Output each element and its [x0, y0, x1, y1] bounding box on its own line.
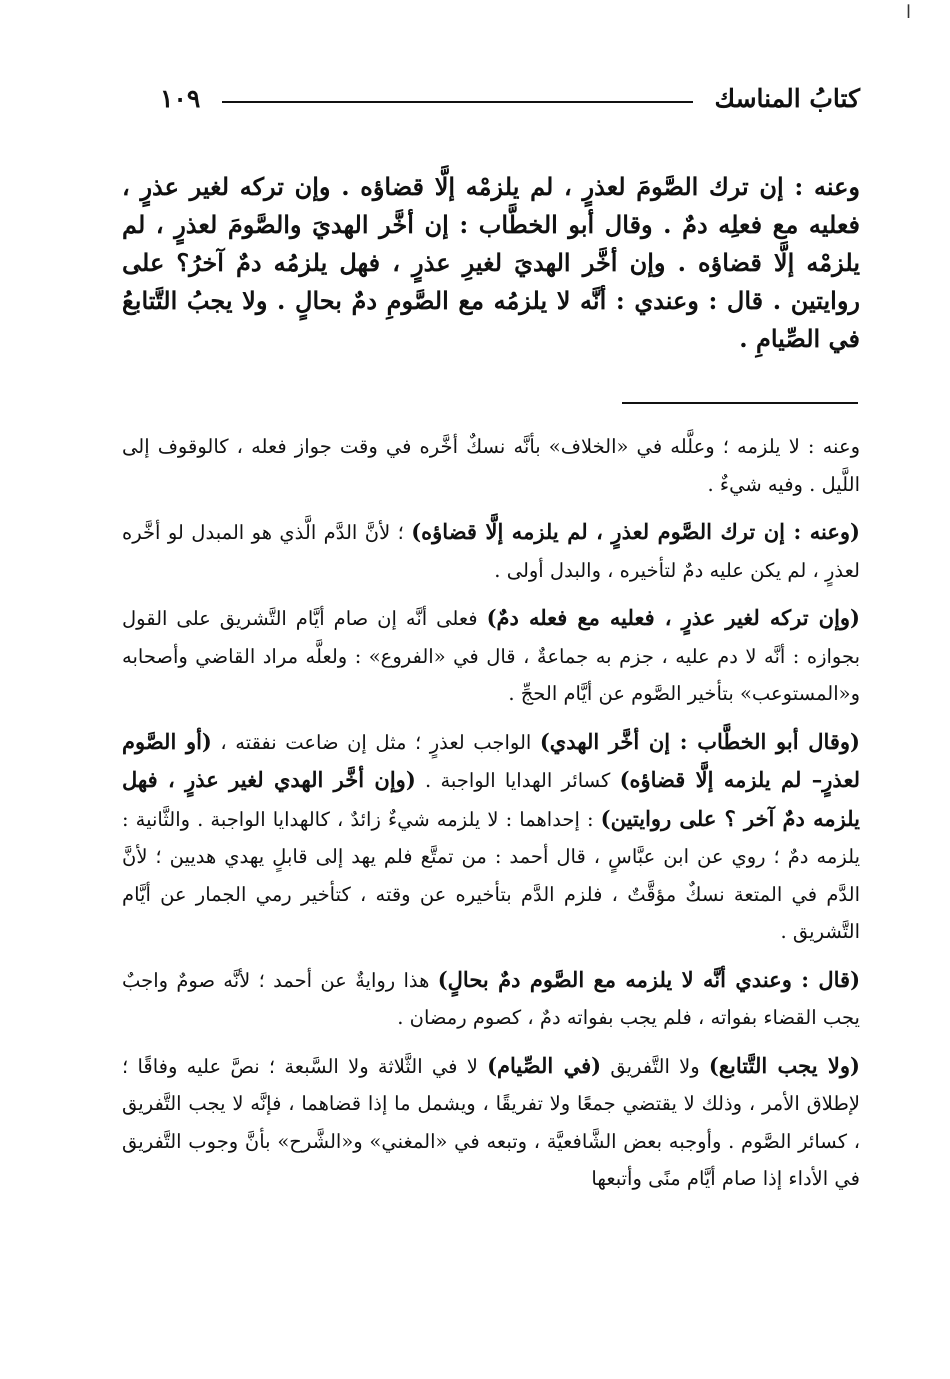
commentary-paragraph — [122, 1047, 860, 1198]
header-rule — [222, 101, 692, 103]
matn-text — [122, 168, 860, 358]
commentary-paragraph — [122, 428, 860, 503]
page-number: ١٠٩ — [160, 83, 201, 113]
commentary-span: ولا التَّفريق — [601, 1054, 709, 1078]
corner-mark: ا — [906, 2, 912, 23]
commentary-span: ؛ لأنَّ الدَّم الَّذي هو المبدل لو أخَّره لعذرٍ ، لم يكن عليه دمٌ لتأخيره ، والبدل أولى . — [122, 521, 860, 582]
running-header — [160, 78, 860, 118]
quoted-matn: (وإن أخَّر الهدي لغير عذرٍ ، فهل يلزمه دمٌ آخر ؟ على روايتين) — [122, 767, 860, 831]
commentary-span: لا في الثَّلاثة ولا السَّبعة ؛ نصَّ عليه وفاقًا ؛ لإطلاق الأمر ، وذلك لا يقتضي جمعًا ولا تفريقًا ، ويشمل ما إذا قضاهما ، فإنَّه لا يجب التَّفريق ، كسائر الصَّوم . وأوجبه بعض الشَّافعيَّة ، وتبعه في «المغني» و«الشَّرح» بأنَّ وجوب التَّفريق في الأداء إذا صام أيَّام منًى وأتبعها — [122, 1054, 860, 1190]
quoted-matn: (وإن تركه لغير عذرٍ ، فعليه مع فعله دمٌ) — [486, 605, 860, 630]
quoted-matn: (ولا يجب التَّتابع) — [708, 1052, 860, 1078]
commentary-paragraph — [122, 513, 860, 589]
commentary-span: فعلى أنَّه إن صام أيَّام التَّشريق على القول بجوازه : أنَّه لا دم عليه ، جزم به جماعةٌ ، قال في «الفروع» : ولعلَّه مراد القاضي وأصحابه و«المستوعب» بتأخير الصَّوم عن أيَّام الحجِّ . — [122, 607, 860, 705]
commentary-span: وعنه : لا يلزمه ؛ وعلَّله في «الخلاف» بأنَّه نسكٌ أخَّره في وقت جواز فعله ، كالوقوف إلى اللَّيل . وفيه شيءٌ . — [122, 435, 860, 496]
commentary-span: كسائر الهدايا الواجبة . — [415, 769, 620, 792]
quoted-matn: (وقال أبو الخطَّاب : إن أخَّر الهدي) — [539, 728, 860, 754]
quoted-matn: (قال : وعندي أنَّه لا يلزمه مع الصَّوم دمٌ بحالٍ) — [437, 966, 861, 992]
commentary-span: : إحداهما : لا يلزمه شيءٌ زائدٌ ، كالهدايا الواجبة . والثَّانية : يلزمه دمٌ ؛ روي عن ابن عبَّاسٍ ، قال أحمد : من تمتَّع فلم يهد إلى قابلٍ يهدي هديين ؛ لأنَّ الدَّم في المتعة نسكٌ مؤقَّتٌ ، فلزم الدَّم بتأخيره عن وقته ، كتأخير رمي الجمار عن أيَّام التَّشريق . — [122, 807, 860, 943]
commentary-paragraph — [122, 723, 860, 951]
commentary-span: هذا روايةٌ عن أحمد ؛ لأنَّه صومٌ واجبٌ يجب القضاء بفواته ، فلم يجب بفواته دمٌ ، كصوم رمضان . — [122, 968, 860, 1029]
separator-rule — [622, 402, 858, 404]
quoted-matn: (في الصِّيام) — [487, 1052, 602, 1078]
book-title: كتابُ المناسك — [714, 83, 860, 113]
quoted-matn: (وعنه : إن ترك الصَّوم لعذرٍ ، لم يلزمه إلَّا قضاؤه) — [411, 519, 860, 544]
commentary-paragraph — [122, 599, 860, 713]
quoted-matn: (أو الصَّوم لعذرٍ– لم يلزمه إلَّا قضاؤه) — [122, 728, 860, 792]
commentary-paragraph — [122, 961, 860, 1037]
matn-paragraph: وعنه : إن ترك الصَّومَ لعذرٍ ، لم يلزمْه إلَّا قضاؤه . وإن تركه لغير عذرٍ ، فعليه مع فعلِه دمٌ . وقال أبو الخطَّاب : إن أخَّر الهديَ والصَّومَ لعذرٍ ، لم يلزمْه إلَّا قضاؤه . وإن أخَّر الهديَ لغيرِ عذرٍ ، فهل يلزمُه دمٌ آخرُ؟ على روايتين . قال : وعندي : أنَّه لا يلزمُه مع الصَّومِ دمٌ بحالٍ . ولا يجبُ التَّتابعُ في الصِّيامِ . — [122, 172, 861, 353]
commentary-span: الواجب لعذرٍ ؛ مثل إن ضاعت نفقته ، — [211, 730, 540, 754]
commentary-text — [122, 428, 860, 1208]
